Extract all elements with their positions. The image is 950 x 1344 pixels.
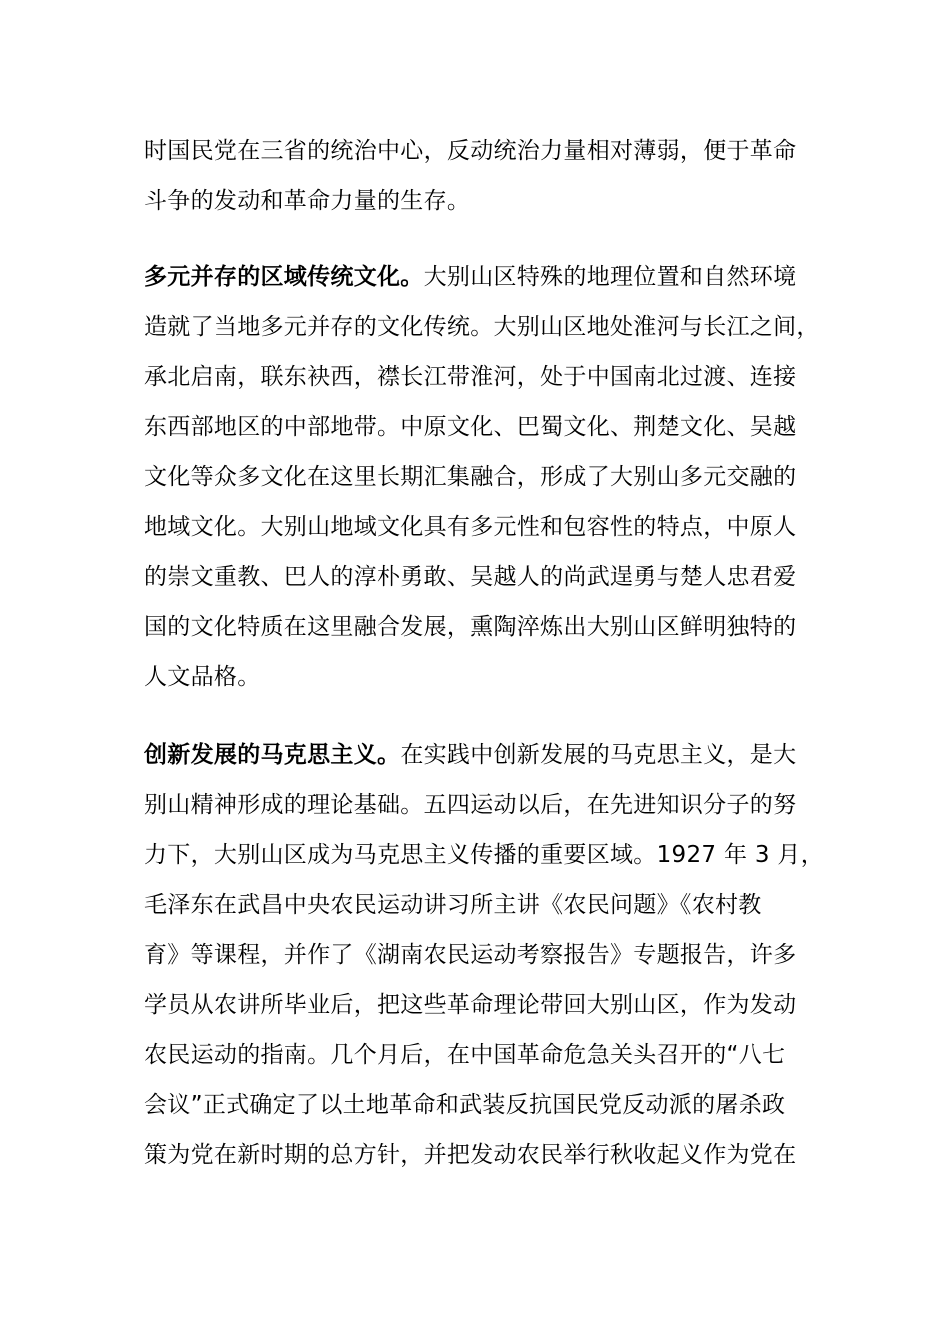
paragraph-line: 国的文化特质在这里融合发展，熏陶淬炼出大别山区鲜明独特的 xyxy=(144,614,797,640)
paragraph-line: 地域文化。大别山地域文化具有多元性和包容性的特点，中原人 xyxy=(144,514,797,540)
paragraph-first-line xyxy=(144,252,834,302)
paragraph-heading: 多元并存的区域传统文化。 xyxy=(144,264,424,290)
paragraph-3 xyxy=(144,730,834,1180)
paragraph-first-line-text: 大别山区特殊的地理位置和自然环境 xyxy=(423,264,797,290)
paragraph-line: 承北启南，联东袂西，襟长江带淮河，处于中国南北过渡、连接 xyxy=(144,364,797,390)
paragraph-line: 别山精神形成的理论基础。五四运动以后，在先进知识分子的努 xyxy=(144,792,797,818)
paragraph-line: 造就了当地多元并存的文化传统。大别山区地处淮河与长江之间， xyxy=(144,314,820,340)
paragraph-first-line xyxy=(144,730,834,780)
paragraph-2 xyxy=(144,252,834,702)
paragraph-line: 策为党在新时期的总方针，并把发动农民举行秋收起义作为党在 xyxy=(144,1142,797,1168)
paragraph-line: 农民运动的指南。几个月后，在中国革命危急关头召开的“八七 xyxy=(144,1042,786,1068)
paragraph-line: 力下，大别山区成为马克思主义传播的重要区域。1927 年 3 月， xyxy=(144,842,824,868)
paragraph-line: 文化等众多文化在这里长期汇集融合，形成了大别山多元交融的 xyxy=(144,464,797,490)
paragraph-line: 会议”正式确定了以土地革命和武装反抗国民党反动派的屠杀政 xyxy=(144,1092,786,1118)
paragraph-1 xyxy=(144,126,834,226)
paragraph-line: 人文品格。 xyxy=(144,664,261,690)
paragraph-heading: 创新发展的马克思主义。 xyxy=(144,742,401,768)
paragraph-first-line-text: 在实践中创新发展的马克思主义，是大 xyxy=(400,742,797,768)
paragraph-line: 东西部地区的中部地带。中原文化、巴蜀文化、荆楚文化、吴越 xyxy=(144,414,797,440)
paragraph-line: 时国民党在三省的统治中心，反动统治力量相对薄弱，便于革命 xyxy=(144,138,797,164)
paragraph-line: 学员从农讲所毕业后，把这些革命理论带回大别山区，作为发动 xyxy=(144,992,797,1018)
paragraph-line: 育》等课程，并作了《湖南农民运动考察报告》专题报告，许多 xyxy=(144,942,797,968)
paragraph-line: 的崇文重教、巴人的淳朴勇敢、吴越人的尚武逞勇与楚人忠君爱 xyxy=(144,564,797,590)
paragraph-line: 毛泽东在武昌中央农民运动讲习所主讲《农民问题》《农村教 xyxy=(144,892,762,918)
paragraph-line: 斗争的发动和革命力量的生存。 xyxy=(144,188,471,214)
